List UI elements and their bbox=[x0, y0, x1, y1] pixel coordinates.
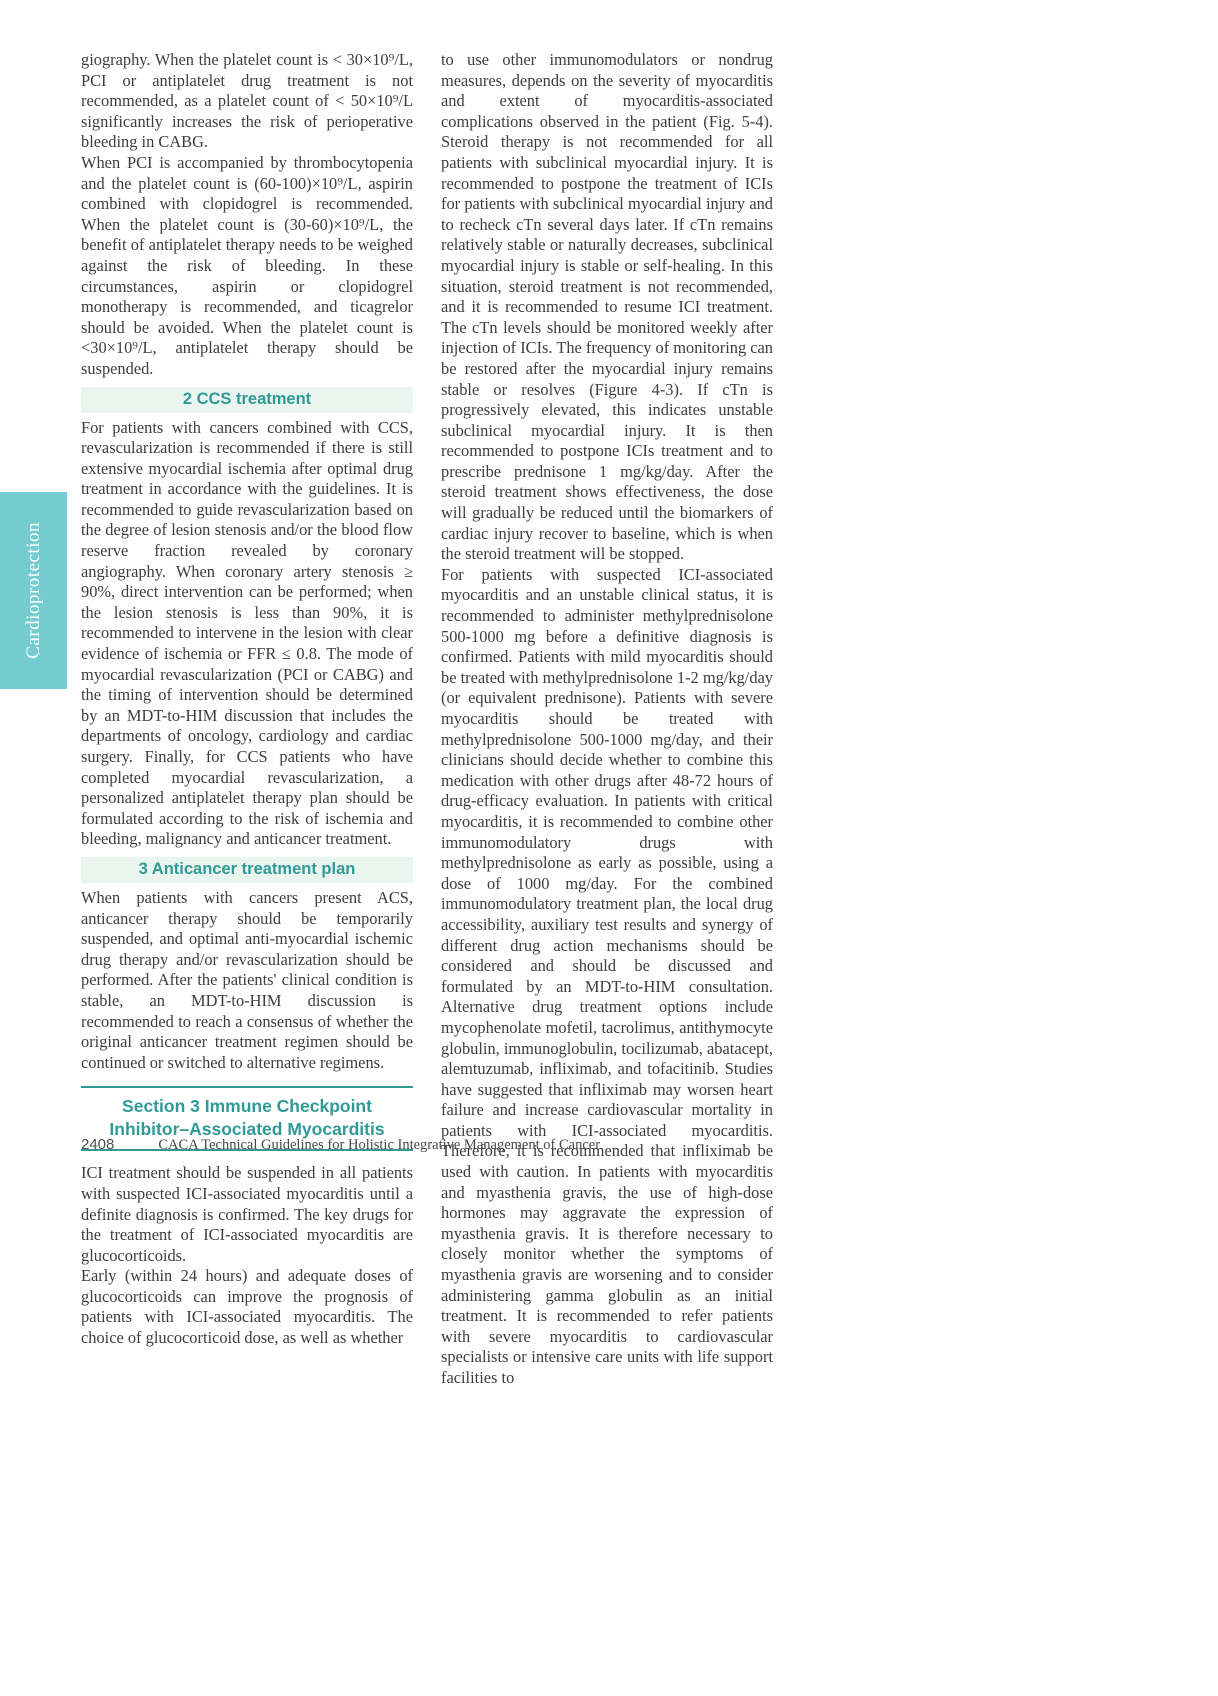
page-footer bbox=[81, 1136, 781, 1154]
body-paragraph: giography. When the platelet count is < 30×10⁹/L, PCI or antiplatelet drug treatment is not recommended, as a platelet count of < 50×10⁹/L significantly increases the risk of perioperative bleeding in CABG. bbox=[81, 50, 413, 152]
body-paragraph: to use other immunomodulators or nondrug measures, depends on the severity of myocarditis and extent of myocarditis-associated complications observed in the patient (Fig. 5-4). Steroid therapy is not recommended for all patients with subclinical myocardial injury. It is recommended to postpone the treatment of ICIs for patients with subclinical myocardial injury and to recheck cTn several days later. If cTn remains relatively stable or naturally decreases, subclinical myocardial injury is stable or self-healing. In this situation, steroid treatment is not recommended, and it is recommended to resume ICI treatment. The cTn levels should be monitored weekly after injection of ICIs. The frequency of monitoring can be restored after the myocardial injury remains stable or resolves (Figure 4-3). If cTn is progressively elevated, this indicates unstable subclinical myocardial injury. It is then recommended to postpone ICIs treatment and to prescribe prednisone 1 mg/kg/day. After the steroid treatment shows effectiveness, the dose will gradually be reduced until the biomarkers of cardiac injury recover to baseline, which is when the steroid treatment will be stopped. bbox=[441, 50, 773, 564]
footer-running-title: CACA Technical Guidelines for Holistic Integrative Management of Cancer bbox=[158, 1137, 601, 1153]
left-column bbox=[81, 50, 413, 1389]
body-paragraph: When patients with cancers present ACS, anticancer therapy should be temporarily suspended, and optimal anti-myocardial ischemic drug therapy and/or revascularization should be performed. After the patients' clinical condition is stable, an MDT-to-HIM discussion is recommended to reach a consensus of whether the original anticancer treatment regimen should be continued or switched to alternative regimens. bbox=[81, 887, 413, 1072]
section-heading-text: Section 3 Immune Checkpoint Inhibitor–Associated Myocarditis bbox=[109, 1096, 385, 1140]
subsection-heading-anticancer-treatment-plan: 3 Anticancer treatment plan bbox=[81, 857, 413, 883]
subsection-heading-ccs-treatment: 2 CCS treatment bbox=[81, 387, 413, 413]
body-paragraph: When PCI is accompanied by thrombocytopenia and the platelet count is (60-100)×10⁹/L, aspirin combined with clopidogrel is recommended. When the platelet count is (30-60)×10⁹/L, the benefit of antiplatelet therapy needs to be weighed against the risk of bleeding. In these circumstances, aspirin or clopidogrel monotherapy is recommended, and ticagrelor should be avoided. When the platelet count is <30×10⁹/L, antiplatelet therapy should be suspended. bbox=[81, 152, 413, 378]
body-paragraph: Early (within 24 hours) and adequate doses of glucocorticoids can improve the prognosis of patients with ICI-associated myocarditis. The choice of glucocorticoid dose, as well as whether bbox=[81, 1266, 413, 1348]
page-content bbox=[81, 50, 773, 1389]
right-column bbox=[441, 50, 773, 1389]
chapter-tab-cardioprotection bbox=[0, 492, 67, 689]
body-paragraph: For patients with suspected ICI-associated myocarditis and an unstable clinical status, it is recommended to administer methylprednisolone 500-1000 mg before a definitive diagnosis is confirmed. Patients with mild myocarditis should be treated with methylprednisolone 1-2 mg/kg/day (or equivalent prednisone). Patients with severe myocarditis should be treated with methylprednisolone 500-1000 mg/day, and their clinicians should decide whether to combine this medication with other drugs after 48-72 hours of drug-efficacy evaluation. In patients with critical myocarditis, it is recommended to combine other immunomodulatory drugs with methylprednisolone as early as possible, using a dose of 1000 mg/day. For the combined immunomodulatory treatment plan, the local drug accessibility, auxiliary test results and synergy of different drug action mechanisms should be considered and should be discussed and formulated by an MDT-to-HIM consultation. Alternative drug treatment options include mycophenolate mofetil, tacrolimus, antithymocyte globulin, immunoglobulin, tocilizumab, abatacept, alemtuzumab, infliximab, and tofacitinib. Studies have suggested that infliximab may worsen heart failure and increase cardiovascular mortality in patients with ICI-associated myocarditis. Therefore, it is recommended that infliximab be used with caution. In patients with myocarditis and myasthenia gravis, the use of high-dose hormones may aggravate the expression of myasthenia gravis. It is therefore necessary to closely monitor whether the symptoms of myasthenia gravis are worsening and to consider administering gamma globulin as an initial treatment. It is recommended to refer patients with severe myocarditis to cardiovascular specialists or intensive care units with life support facilities to bbox=[441, 564, 773, 1387]
body-paragraph: ICI treatment should be suspended in all patients with suspected ICI-associated myocarditis until a definite diagnosis is confirmed. The key drugs for the treatment of ICI-associated myocarditis are glucocorticoids. bbox=[81, 1163, 413, 1265]
body-paragraph: For patients with cancers combined with CCS, revascularization is recommended if there is still extensive myocardial ischemia after optimal drug treatment in accordance with the guidelines. It is recommended to guide revascularization based on the degree of lesion stenosis and/or the blood flow reserve fraction revealed by coronary angiography. When coronary artery stenosis ≥ 90%, direct intervention can be performed; when the lesion stenosis is less than 90%, it is recommended to intervene in the lesion with clear evidence of ischemia or FFR ≤ 0.8. The mode of myocardial revascularization (PCI or CABG) and the timing of intervention should be determined by an MDT-to-HIM discussion that includes the departments of oncology, cardiology and cardiac surgery. Finally, for CCS patients who have completed myocardial revascularization, a personalized antiplatelet therapy plan should be formulated according to the risk of ischemia and bleeding, malignancy and anticancer treatment. bbox=[81, 417, 413, 849]
page-number: 2408 bbox=[81, 1136, 115, 1153]
chapter-tab-label: Cardioprotection bbox=[22, 522, 44, 659]
